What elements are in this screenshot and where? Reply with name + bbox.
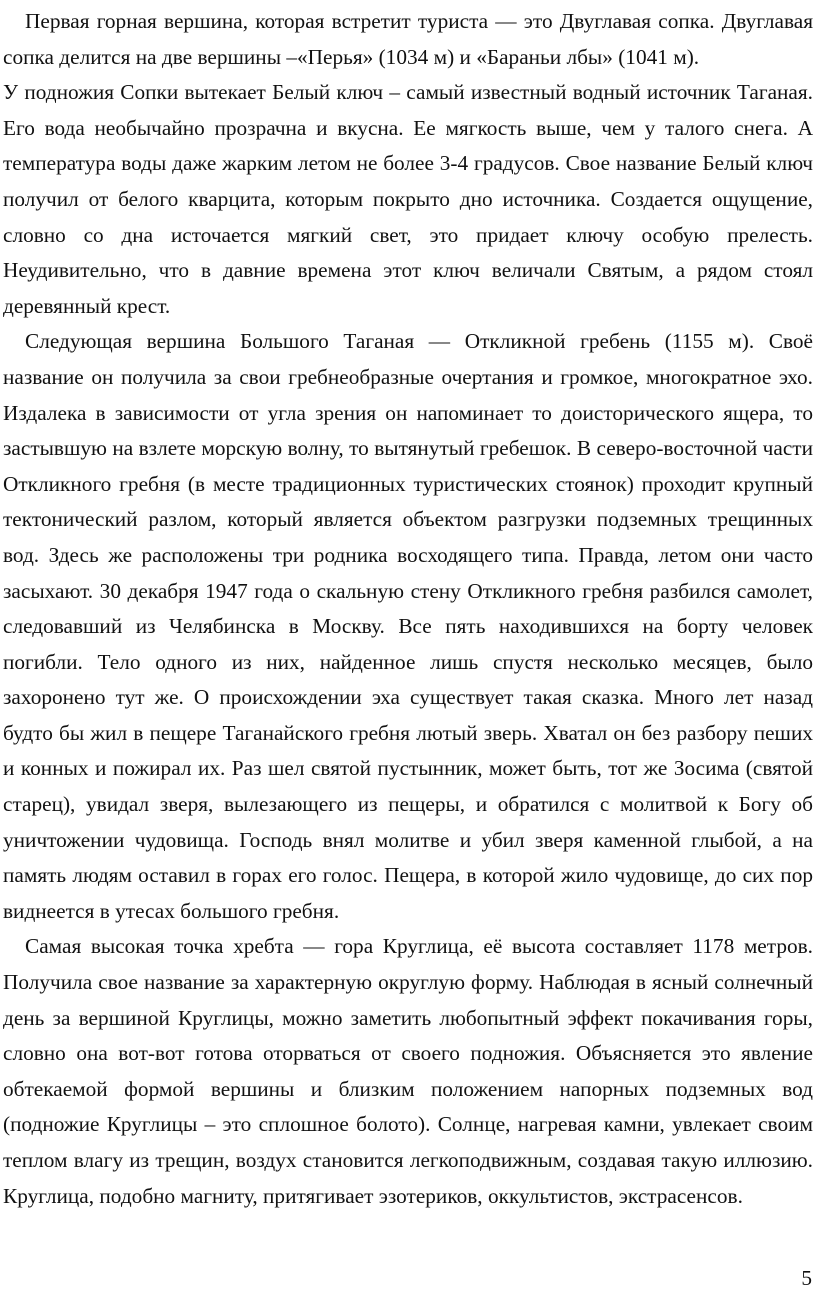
page-number: 5 xyxy=(801,1266,812,1290)
paragraph-belyi-klyuch: У подножия Сопки вытекает Белый ключ – самый известный водный источник Таганая. Его вода необычайно прозрачна и вкусна. Ее мягкость выше, чем у талого снега. А температура воды даже жарким летом не более 3-4 градусов. Свое название Белый ключ получил от белого кварцита, которым покрыто дно источника. Создается ощущение, словно со дна источается мягкий свет, это придает ключу особую прелесть. Неудивительно, что в давние времена этот ключ величали Святым, а рядом стоял деревянный крест. xyxy=(3,80,813,318)
paragraph-dvuglavaya-sopka: Первая горная вершина, которая встретит туриста — это Двуглавая сопка. Двуглавая сопка делится на две вершины –«Перья» (1034 м) и «Бараньи лбы» (1041 м). xyxy=(3,9,813,69)
body-text xyxy=(3,4,813,1214)
paragraph-otklikhnoi-greben: Следующая вершина Большого Таганая — Откликной гребень (1155 м). Своё название он получила за свои гребнеобразные очертания и громкое, многократное эхо. Издалека в зависимости от угла зрения он напоминает то доисторического ящера, то застывшую на взлете морскую волну, то вытянутый гребешок. В северо-восточной части Откликного гребня (в месте традиционных туристических стоянок) проходит крупный тектонический разлом, который является объектом разгрузки подземных трещинных вод. Здесь же расположены три родника восходящего типа. Правда, летом они часто засыхают. 30 декабря 1947 года о скальную стену Откликного гребня разбился самолет, следовавший из Челябинска в Москву. Все пять находившихся на борту человек погибли. Тело одного из них, найденное лишь спустя несколько месяцев, было захоронено тут же. О происхождении эха существует такая сказка. Много лет назад будто бы жил в пещере Таганайского гребня лютый зверь. Хватал он без разбору пеших и конных и пожирал их. Раз шел святой пустынник, может быть, тот же Зосима (святой старец), увидал зверя, вылезающего из пещеры, и обратился с молитвой к Богу об уничтожении чудовища. Господь внял молитве и убил зверя каменной глыбой, а на память людям оставил в горах его голос. Пещера, в которой жило чудовище, до сих пор виднеется в утесах большого гребня. xyxy=(3,329,813,923)
paragraph-kruglitsa: Самая высокая точка хребта — гора Круглица, её высота составляет 1178 метров. Получила свое название за характерную округлую форму. Наблюдая в ясный солнечный день за вершиной Круглицы, можно заметить любопытный эффект покачивания горы, словно она вот-вот готова оторваться от своего подножия. Объясняется это явление обтекаемой формой вершины и близким положением напорных подземных вод (подножие Круглицы – это сплошное болото). Солнце, нагревая камни, увлекает своим теплом влагу из трещин, воздух становится легкоподвижным, создавая такую иллюзию. Круглица, подобно магниту, притягивает эзотериков, оккультистов, экстрасенсов. xyxy=(3,934,813,1208)
